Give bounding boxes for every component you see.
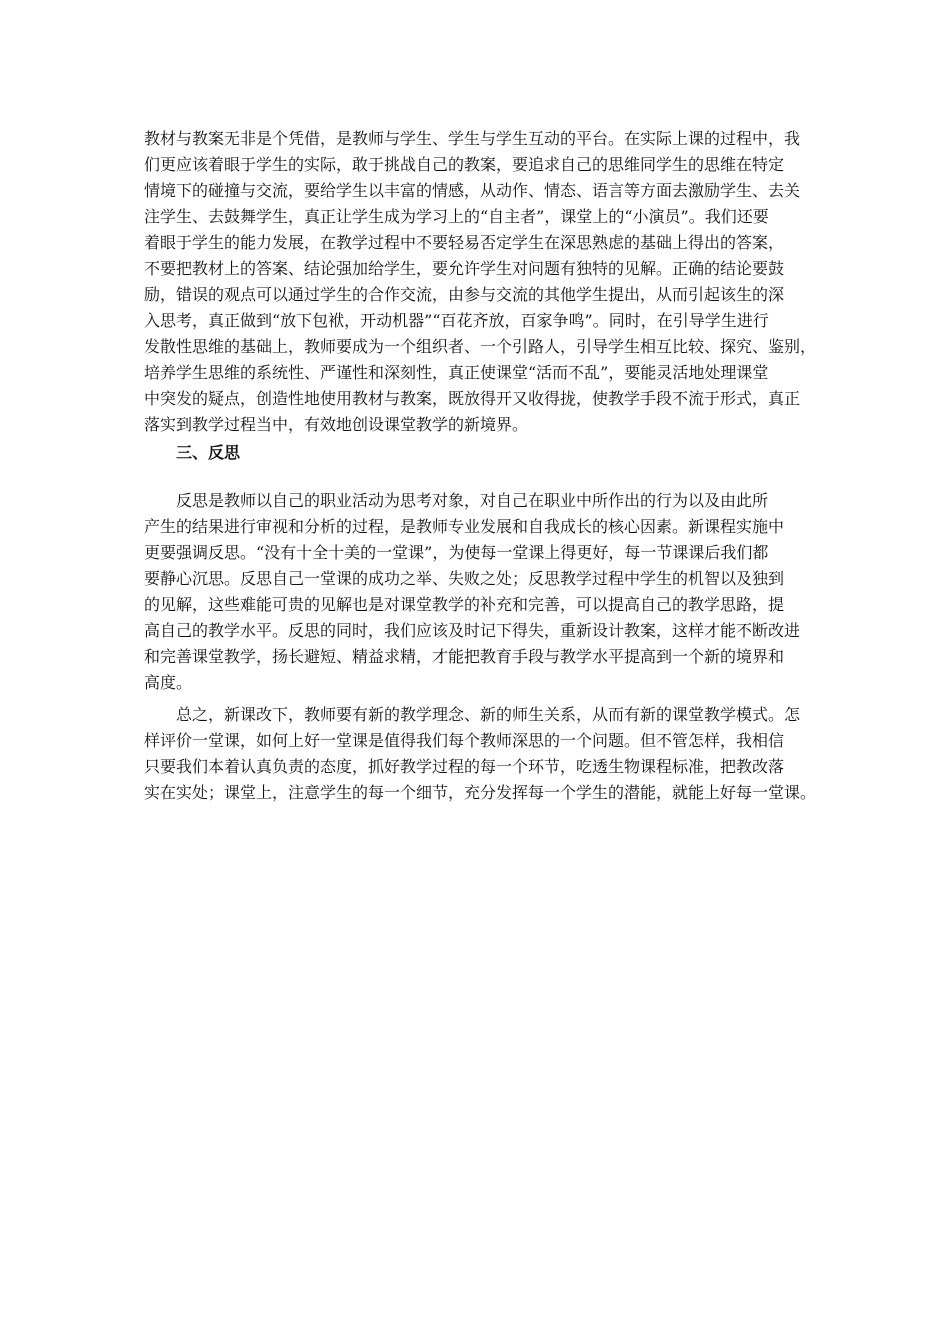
text-line: 更要强调反思。“没有十全十美的一堂课”，为使每一堂课上得更好，每一节课课后我们都 — [144, 543, 769, 562]
text-line: 要静心沉思。反思自己一堂课的成功之举、失败之处；反思教学过程中学生的机智以及独到 — [144, 569, 785, 588]
text-line: 样评价一堂课，如何上好一堂课是值得我们每个教师深思的一个问题。但不管怎样，我相信 — [144, 731, 785, 750]
text-line: 培养学生思维的系统性、严谨性和深刻性，真正使课堂“活而不乱”，要能灵活地处理课堂 — [144, 363, 769, 382]
text-line: 反思是教师以自己的职业活动为思考对象，对自己在职业中所作出的行为以及由此所 — [176, 491, 769, 510]
text-line: 实在实处；课堂上，注意学生的每一个细节，充分发挥每一个学生的潜能，就能上好每一堂课。 — [144, 783, 817, 802]
section-heading: 三、反思 — [176, 443, 241, 462]
text-line: 和完善课堂教学，扬长避短、精益求精，才能把教育手段与教学水平提高到一个新的境界和 — [144, 647, 785, 666]
paragraph-teaching-materials — [144, 126, 816, 438]
text-line: 高自己的教学水平。反思的同时，我们应该及时记下得失，重新设计教案，这样才能不断改进 — [144, 621, 801, 640]
text-line: 总之，新课改下，教师要有新的教学理念、新的师生关系，从而有新的课堂教学模式。怎 — [176, 705, 801, 724]
paragraph-reflection — [144, 488, 800, 696]
text-line: 入思考，真正做到“放下包袱，开动机器”“百花齐放，百家争鸣”。同时，在引导学生进行 — [144, 311, 769, 330]
text-line: 发散性思维的基础上，教师要成为一个组织者、一个引路人，引导学生相互比较、探究、鉴别， — [144, 337, 817, 356]
text-line: 高度。 — [144, 673, 193, 692]
text-line: 的见解，这些难能可贵的见解也是对课堂教学的补充和完善，可以提高自己的教学思路，提 — [144, 595, 785, 614]
text-line: 们更应该着眼于学生的实际，敢于挑战自己的教案，要追求自己的思维同学生的思维在特定 — [144, 155, 785, 174]
text-line: 注学生、去鼓舞学生，真正让学生成为学习上的“自主者”，课堂上的“小演员”。我们还要 — [144, 207, 769, 226]
text-line: 落实到教学过程当中，有效地创设课堂教学的新境界。 — [144, 415, 529, 434]
text-line: 中突发的疑点，创造性地使用教材与教案，既放得开又收得拢，使教学手段不流于形式，真正 — [144, 389, 801, 408]
text-line: 不要把教材上的答案、结论强加给学生，要允许学生对问题有独特的见解。正确的结论要鼓 — [144, 259, 785, 278]
text-line: 只要我们本着认真负责的态度，抓好教学过程的每一个环节，吃透生物课程标准，把教改落 — [144, 757, 785, 776]
text-line: 产生的结果进行审视和分析的过程，是教师专业发展和自我成长的核心因素。新课程实施中 — [144, 517, 785, 536]
text-line: 励，错误的观点可以通过学生的合作交流，由参与交流的其他学生提出，从而引起该生的深 — [144, 285, 785, 304]
paragraph-conclusion — [144, 702, 816, 806]
text-line: 着眼于学生的能力发展，在教学过程中不要轻易否定学生在深思熟虑的基础上得出的答案， — [144, 233, 785, 252]
text-line: 教材与教案无非是个凭借，是教师与学生、学生与学生互动的平台。在实际上课的过程中，我 — [144, 129, 801, 148]
text-line: 情境下的碰撞与交流，要给学生以丰富的情感，从动作、情态、语言等方面去激励学生、去关 — [144, 181, 801, 200]
